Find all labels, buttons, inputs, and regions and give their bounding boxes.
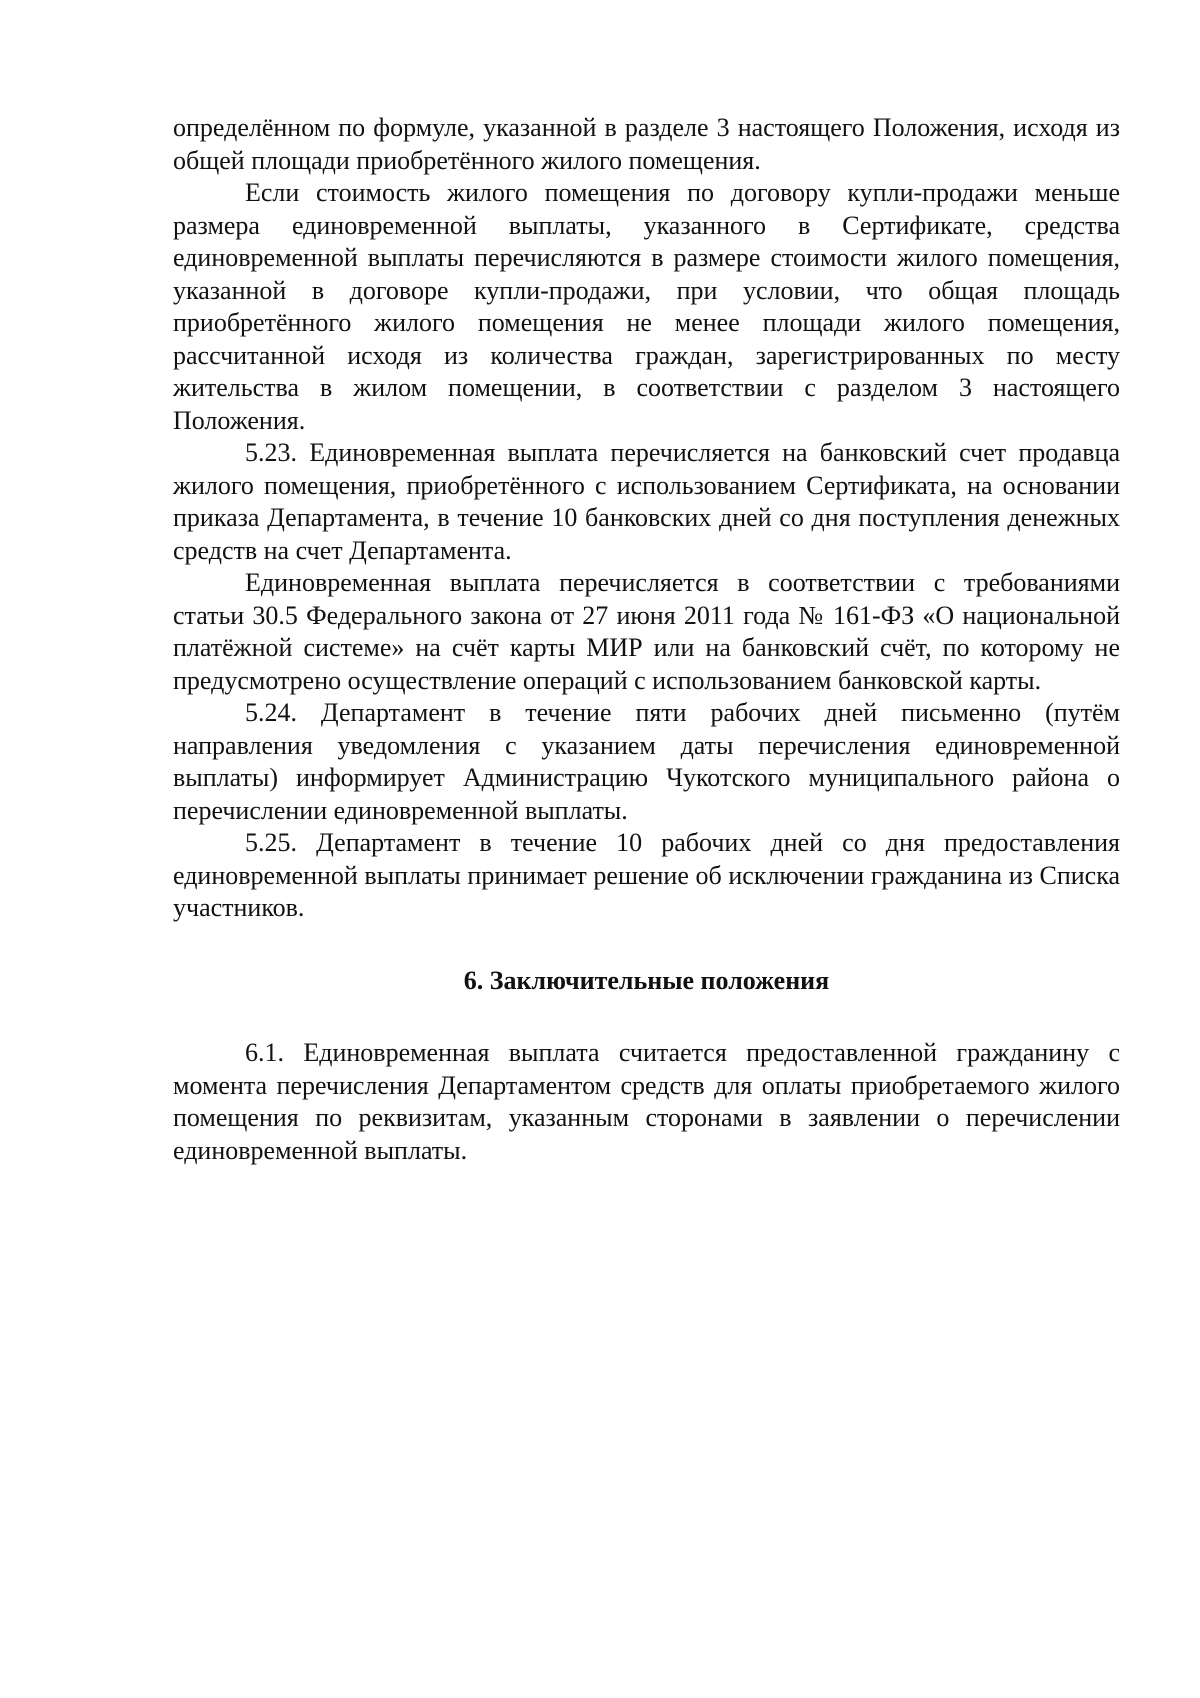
document-page	[173, 112, 1120, 1167]
paragraph-payment-requirements: Единовременная выплата перечисляется в соответствии с требованиями статьи 30.5 Федерального закона от 27 июня 2011 года № 161-ФЗ «О национальной платёжной системе» на счёт карты МИР или на банковский счёт, по которому не предусмотрено осуществление операций с использованием банковской карты.	[173, 568, 1120, 695]
paragraph-cost-less-than-payment: Если стоимость жилого помещения по договору купли-продажи меньше размера единовременной выплаты, указанного в Сертификате, средства единовременной выплаты перечисляются в размере стоимости жилого помещения, указанной в договоре купли-продажи, при условии, что общая площадь приобретённого жилого помещения не менее площади жилого помещения, рассчитанной исходя из количества граждан, зарегистрированных по месту жительства в жилом помещении, в соответствии с разделом 3 настоящего Положения.	[173, 178, 1120, 435]
paragraph-5-24: 5.24. Департамент в течение пяти рабочих дней письменно (путём направления уведомления с указанием даты перечисления единовременной выплаты) информирует Администрацию Чукотского муниципального района о перечислении единовременной выплаты.	[173, 698, 1120, 825]
paragraph-5-23: 5.23. Единовременная выплата перечисляется на банковский счет продавца жилого помещения, приобретённого с использованием Сертификата, на основании приказа Департамента, в течение 10 банковских дней со дня поступления денежных средств на счет Департамента.	[173, 438, 1120, 565]
section-heading: 6. Заключительные положения	[463, 965, 830, 995]
paragraph-5-25: 5.25. Департамент в течение 10 рабочих дней со дня предоставления единовременной выплаты принимает решение об исключении гражданина из Списка участников.	[173, 828, 1120, 922]
paragraph-formula-continuation: определённом по формуле, указанной в разделе 3 настоящего Положения, исходя из общей площади приобретённого жилого помещения.	[173, 113, 1120, 175]
paragraph-6-1: 6.1. Единовременная выплата считается предоставленной гражданину с момента перечисления Департаментом средств для оплаты приобретаемого жилого помещения по реквизитам, указанным сторонами в заявлении о перечислении единовременной выплаты.	[173, 1038, 1120, 1165]
